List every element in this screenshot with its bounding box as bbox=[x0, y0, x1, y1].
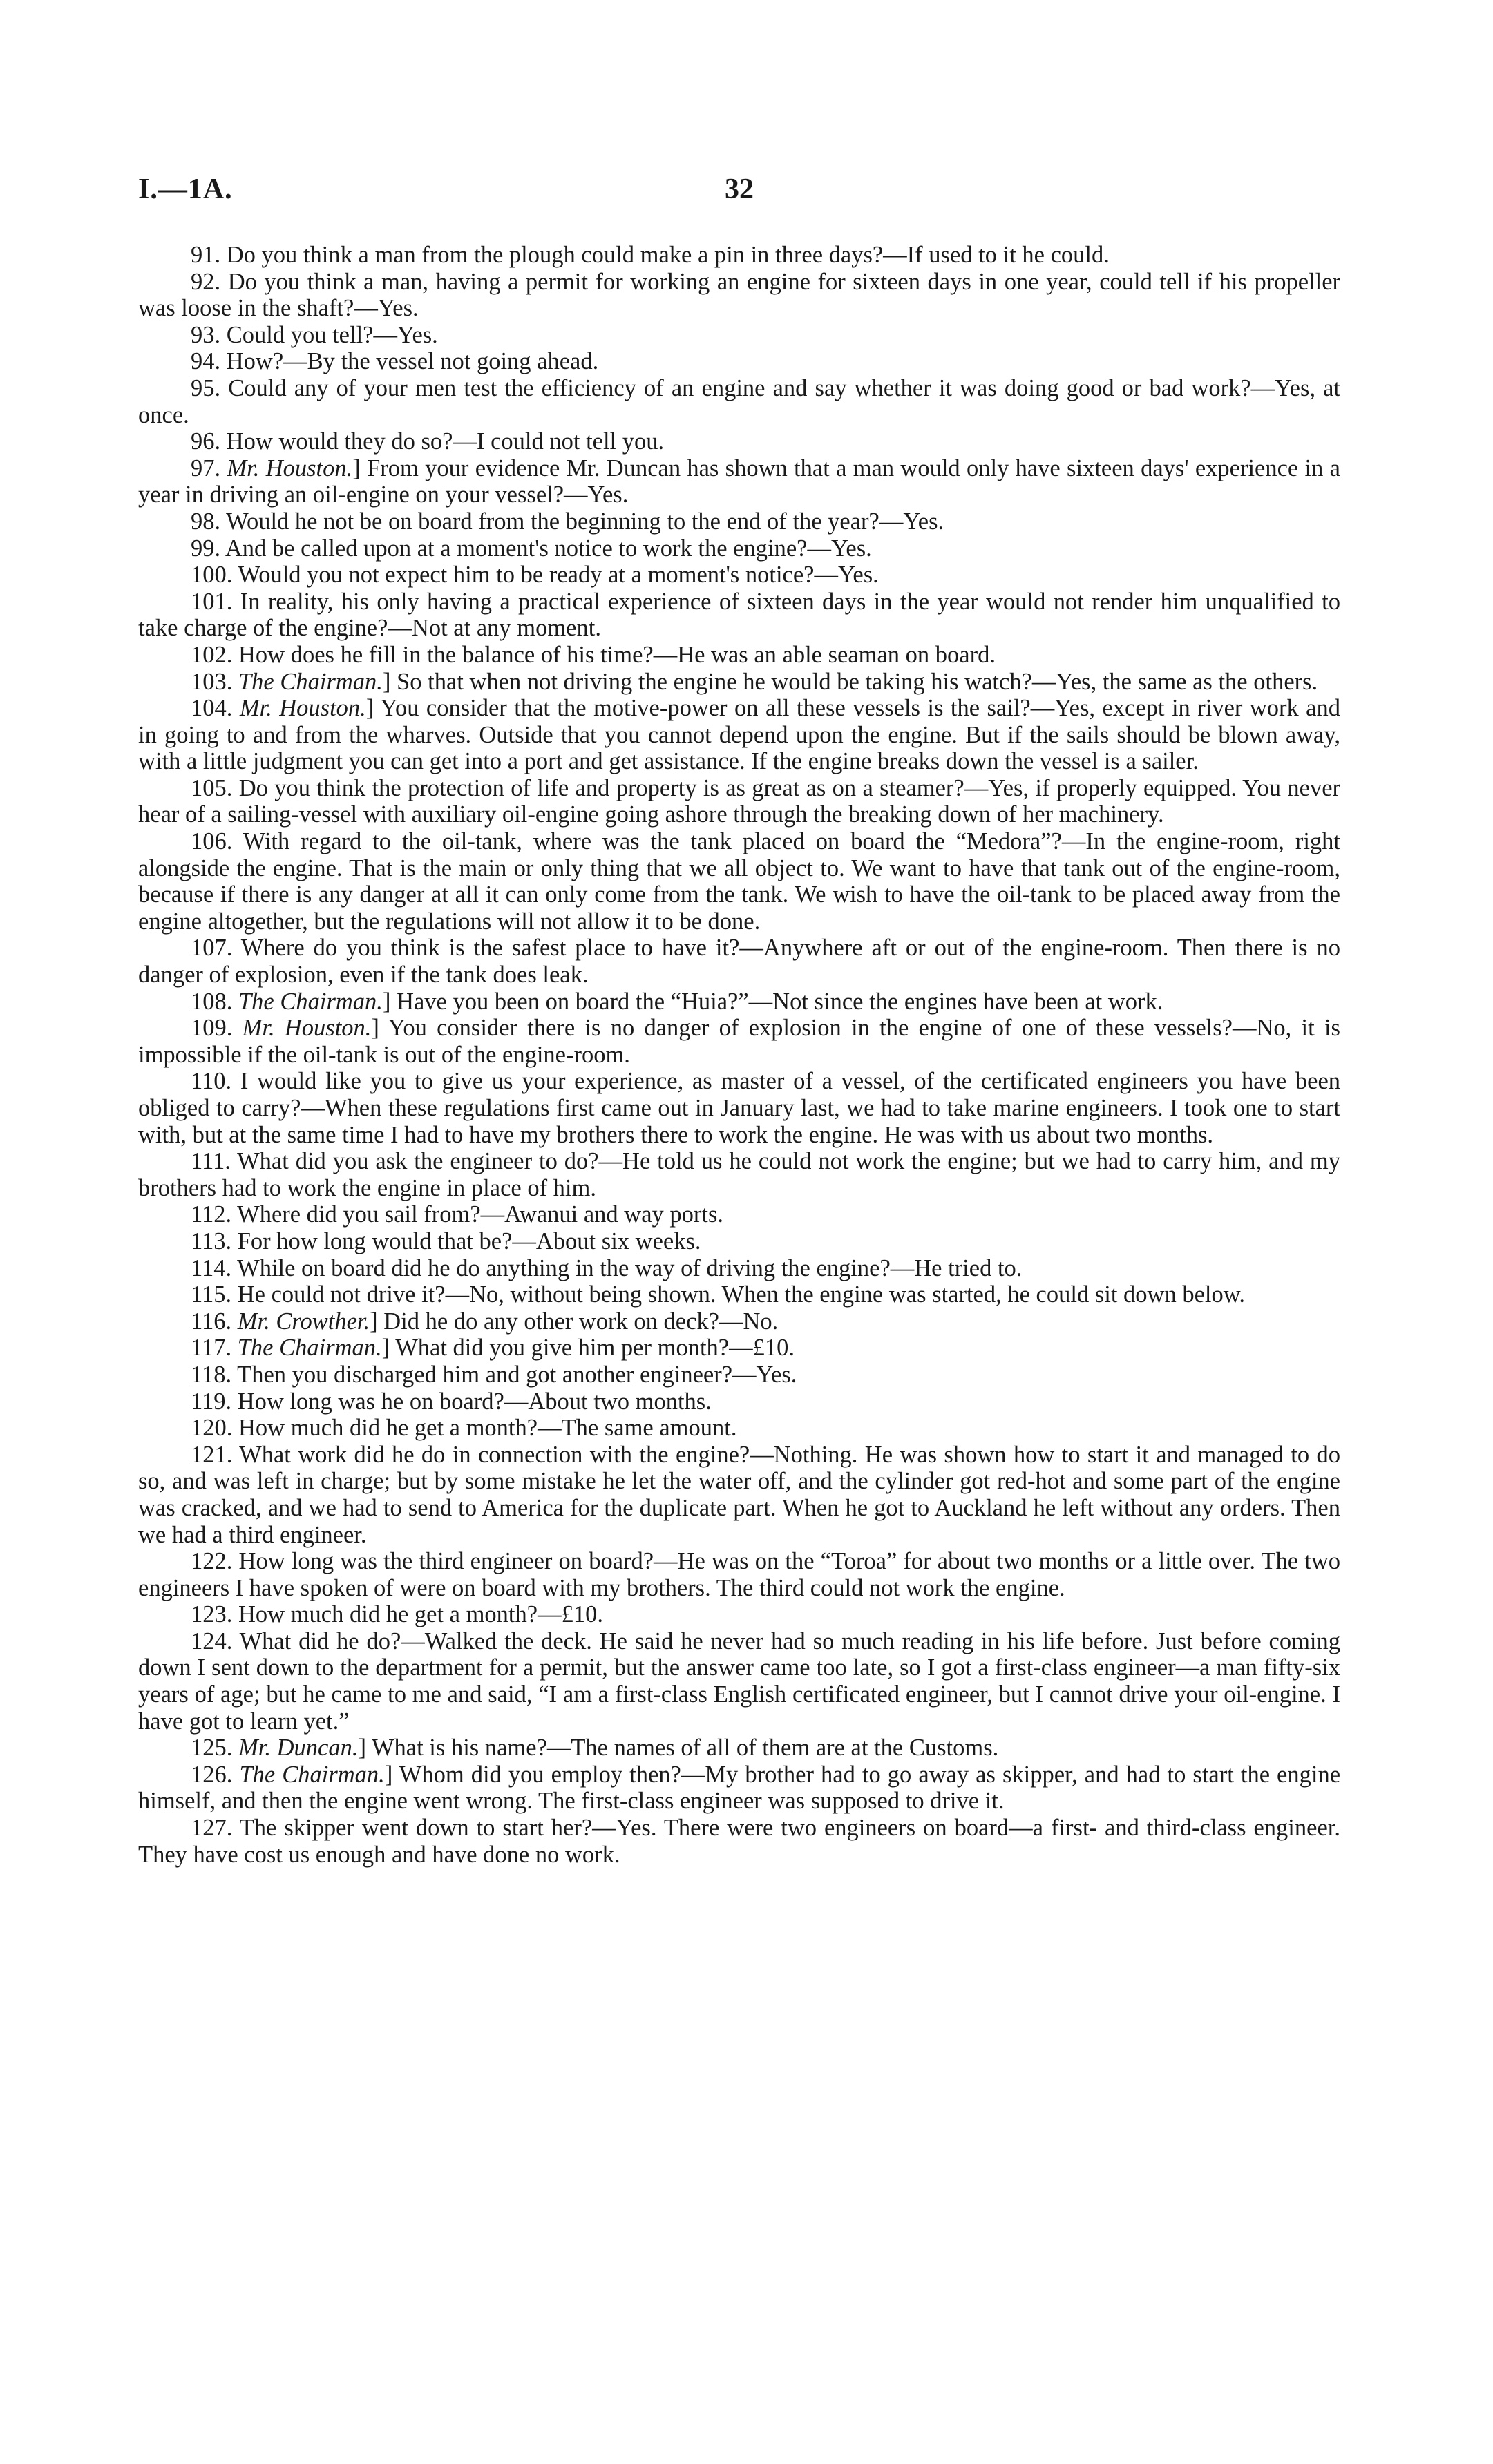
testimony-paragraph bbox=[138, 1335, 1340, 1362]
testimony-paragraph bbox=[138, 642, 1340, 669]
question-number: 91. bbox=[191, 242, 221, 268]
page-number: 32 bbox=[725, 173, 754, 205]
question-answer-text: Could any of your men test the efficiency of an engine and say whether it was doing good or bad work?—Yes, at once. bbox=[138, 374, 1341, 428]
testimony-paragraph bbox=[138, 1308, 1340, 1335]
question-answer-text: Could you tell?—Yes. bbox=[226, 321, 438, 348]
question-answer-text: Where do you think is the safest place to have it?—Anywhere aft or out of the engine-room. Then there is no danger of explosion, even if the tank does leak. bbox=[138, 935, 1340, 989]
speaker-bracket: ] bbox=[371, 1015, 379, 1042]
question-answer-text: In reality, his only having a practical experience of sixteen days in the year would not render him unqualified to take charge of the engine?—Not at any moment. bbox=[138, 588, 1341, 642]
question-answer-text: Do you think a man, having a permit for working an engine for sixteen days in one year, could tell if his propeller was loose in the shaft?—Yes. bbox=[138, 268, 1341, 322]
question-answer-text: Did he do any other work on deck?—No. bbox=[383, 1308, 779, 1335]
testimony-paragraph bbox=[138, 1415, 1340, 1442]
speaker-bracket: ] bbox=[370, 1308, 378, 1335]
testimony-paragraph bbox=[138, 269, 1340, 322]
question-number: 115. bbox=[191, 1281, 232, 1308]
question-answer-text: What did he do?—Walked the deck. He said he never had so much reading in his life before. Just before coming down I sent down to the department for a permit, but the answer came too late, so I got a first-class engineer—a man fifty-six years of age; but he came to me and said, “I am a first-class English certificated engineer, but I cannot drive your oil-engine. I have got to learn yet.” bbox=[138, 1627, 1340, 1735]
speaker-name: Mr. Crowther. bbox=[237, 1308, 370, 1335]
question-number: 107. bbox=[191, 935, 233, 962]
question-answer-text: Would you not expect him to be ready at a moment's notice?—Yes. bbox=[238, 562, 879, 589]
question-number: 101. bbox=[191, 588, 233, 615]
question-answer-text: Would he not be on board from the beginning to the end of the year?—Yes. bbox=[226, 508, 944, 535]
testimony-paragraph bbox=[138, 589, 1340, 642]
question-answer-text: He could not drive it?—No, without being shown. When the engine was started, he could sit down below. bbox=[237, 1281, 1246, 1308]
testimony-paragraph bbox=[138, 1255, 1340, 1282]
testimony-paragraph bbox=[138, 1815, 1340, 1868]
testimony-paragraph bbox=[138, 455, 1340, 508]
question-answer-text: With regard to the oil-tank, where was the tank placed on board the “Medora”?—In the engine-room, right alongside the engine. That is the main or only thing that we all object to. We want to have that tank out of the engine-room, because if there is any danger at all it can only come from the tank. We wish to have the oil-tank to be placed away from the engine altogether, but the regulations will not allow it to be done. bbox=[138, 828, 1340, 935]
testimony-paragraph bbox=[138, 242, 1340, 269]
testimony-paragraph bbox=[138, 1548, 1340, 1601]
question-number: 112. bbox=[191, 1201, 232, 1228]
question-number: 111. bbox=[191, 1148, 231, 1175]
question-number: 125. bbox=[191, 1735, 233, 1761]
testimony-paragraph bbox=[138, 1148, 1340, 1201]
testimony-paragraph bbox=[138, 535, 1340, 562]
question-answer-text: How long was the third engineer on board?—He was on the “Toroa” for about two months or a little over. The two engineers I have spoken of were on board with my brothers. The third could not work the engine. bbox=[138, 1548, 1341, 1601]
question-number: 93. bbox=[191, 321, 221, 348]
question-number: 103. bbox=[191, 668, 233, 695]
testimony-paragraph bbox=[138, 1442, 1340, 1548]
question-number: 95. bbox=[191, 374, 221, 401]
question-number: 94. bbox=[191, 348, 221, 375]
testimony-paragraph bbox=[138, 1735, 1340, 1761]
question-number: 117. bbox=[191, 1335, 232, 1362]
testimony-paragraph bbox=[138, 695, 1340, 775]
question-number: 127. bbox=[191, 1815, 233, 1842]
testimony-paragraph bbox=[138, 1281, 1340, 1308]
question-number: 118. bbox=[191, 1361, 232, 1388]
testimony-paragraph bbox=[138, 322, 1340, 349]
question-answer-text: What did you give him per month?—£10. bbox=[395, 1335, 795, 1362]
speaker-name: Mr. Duncan. bbox=[238, 1735, 359, 1761]
question-number: 99. bbox=[191, 535, 221, 562]
speaker-name: The Chairman. bbox=[237, 1335, 382, 1362]
question-answer-text: Whom did you employ then?—My brother had to go away as skipper, and had to start the engine himself, and then the engine went wrong. The first-class engineer was supposed to drive it. bbox=[138, 1761, 1341, 1815]
question-answer-text: How much did he get a month?—£10. bbox=[238, 1601, 603, 1628]
speaker-name: Mr. Houston. bbox=[227, 455, 353, 481]
question-answer-text: For how long would that be?—About six weeks. bbox=[237, 1228, 701, 1254]
speaker-bracket: ] bbox=[365, 695, 374, 722]
question-answer-text: What did you ask the engineer to do?—He told us he could not work the engine; but we had to carry him, and my brothers had to work the engine in place of him. bbox=[138, 1148, 1340, 1201]
question-number: 104. bbox=[191, 695, 233, 722]
question-answer-text: How?—By the vessel not going ahead. bbox=[226, 348, 599, 375]
question-answer-text: Then you discharged him and got another engineer?—Yes. bbox=[237, 1361, 797, 1388]
question-answer-text: From your evidence Mr. Duncan has shown that a man would only have sixteen days' experience in a year in driving an oil-engine on your vessel?—Yes. bbox=[138, 455, 1340, 508]
question-number: 102. bbox=[191, 641, 233, 668]
question-number: 92. bbox=[191, 268, 221, 295]
question-number: 105. bbox=[191, 774, 233, 801]
question-answer-text: And be called upon at a moment's notice to work the engine?—Yes. bbox=[225, 535, 872, 562]
speaker-bracket: ] bbox=[381, 1335, 390, 1362]
question-number: 106. bbox=[191, 828, 233, 855]
testimony-paragraph bbox=[138, 1388, 1340, 1415]
question-number: 110. bbox=[191, 1068, 232, 1095]
testimony-paragraph bbox=[138, 562, 1340, 589]
question-answer-text: The skipper went down to start her?—Yes. There were two engineers on board—a first- and third-class engineer. They have cost us enough and have done no work. bbox=[138, 1815, 1340, 1868]
question-answer-text: How does he fill in the balance of his time?—He was an able seaman on board. bbox=[238, 641, 996, 668]
question-answer-text: While on board did he do anything in the way of driving the engine?—He tried to. bbox=[237, 1254, 1023, 1281]
testimony-paragraph bbox=[138, 935, 1340, 988]
speaker-bracket: ] bbox=[358, 1735, 366, 1761]
speaker-bracket: ] bbox=[384, 1761, 393, 1788]
page-header bbox=[138, 173, 1340, 214]
question-number: 113. bbox=[191, 1228, 232, 1254]
question-number: 116. bbox=[191, 1308, 232, 1335]
testimony-paragraph bbox=[138, 1228, 1340, 1255]
speaker-name: Mr. Houston. bbox=[239, 695, 366, 722]
question-answer-text: You consider there is no danger of explosion in the engine of one of these vessels?—No, it is impossible if the oil-tank is out of the engine-room. bbox=[138, 1015, 1340, 1068]
question-answer-text: So that when not driving the engine he would be taking his watch?—Yes, the same as the others. bbox=[397, 668, 1318, 695]
testimony-paragraph bbox=[138, 1201, 1340, 1228]
testimony-paragraph bbox=[138, 1628, 1340, 1735]
question-number: 96. bbox=[191, 428, 221, 455]
question-number: 123. bbox=[191, 1601, 233, 1628]
testimony-paragraph bbox=[138, 428, 1340, 455]
question-number: 119. bbox=[191, 1388, 232, 1415]
question-answer-text: Have you been on board the “Huia?”—Not since the engines have been at work. bbox=[397, 988, 1163, 1015]
question-number: 97. bbox=[191, 455, 221, 481]
question-answer-text: Do you think the protection of life and property is as great as on a steamer?—Yes, if properly equipped. You never hear of a sailing-vessel with auxiliary oil-engine going ashore through the breaking down of her machinery. bbox=[138, 774, 1340, 828]
question-number: 121. bbox=[191, 1441, 233, 1468]
testimony-paragraph bbox=[138, 1761, 1340, 1815]
testimony-paragraph bbox=[138, 775, 1340, 828]
question-number: 114. bbox=[191, 1254, 232, 1281]
question-number: 98. bbox=[191, 508, 221, 535]
speaker-name: The Chairman. bbox=[238, 988, 383, 1015]
question-number: 109. bbox=[191, 1015, 233, 1042]
question-answer-text: How long was he on board?—About two months. bbox=[237, 1388, 712, 1415]
testimony-paragraph bbox=[138, 1362, 1340, 1388]
question-answer-text: How much did he get a month?—The same amount. bbox=[238, 1415, 737, 1442]
question-number: 126. bbox=[191, 1761, 233, 1788]
speaker-name: The Chairman. bbox=[239, 1761, 385, 1788]
question-answer-text: I would like you to give us your experience, as master of a vessel, of the certificated engineers you have been obliged to carry?—When these regulations first came out in January last, we had to take marine engineers. I took one to start with, but at the same time I had to have my brothers there to work the engine. He was with us about two months. bbox=[138, 1068, 1341, 1148]
speaker-bracket: ] bbox=[352, 455, 361, 481]
speaker-name: The Chairman. bbox=[238, 668, 383, 695]
question-number: 124. bbox=[191, 1627, 233, 1654]
testimony-paragraph bbox=[138, 1015, 1340, 1068]
question-answer-text: How would they do so?—I could not tell you. bbox=[226, 428, 665, 455]
question-answer-text: What is his name?—The names of all of them are at the Customs. bbox=[371, 1735, 999, 1761]
question-number: 100. bbox=[191, 562, 233, 589]
speaker-bracket: ] bbox=[382, 668, 391, 695]
testimony-paragraph bbox=[138, 375, 1340, 428]
document-reference: I.—1A. bbox=[138, 173, 233, 205]
question-number: 122. bbox=[191, 1548, 233, 1575]
testimony-paragraph bbox=[138, 989, 1340, 1015]
speaker-bracket: ] bbox=[382, 988, 391, 1015]
question-answer-text: You consider that the motive-power on all these vessels is the sail?—Yes, except in river work and in going to and from the wharves. Outside that you cannot depend upon the engine. But if the sails should be blown away, with a little judgment you can get into a port and get assistance. If the engine breaks down the vessel is a sailer. bbox=[138, 695, 1340, 775]
testimony-paragraph bbox=[138, 1068, 1340, 1148]
question-answer-text: What work did he do in connection with the engine?—Nothing. He was shown how to start it and managed to do so, and was left in charge; but by some mistake he let the water off, and the cylinder got red-hot and some part of the engine was cracked, and we had to send to America for the duplicate part. When he got to Auckland he left without any orders. Then we had a third engineer. bbox=[138, 1441, 1340, 1548]
question-answer-text: Do you think a man from the plough could make a pin in three days?—If used to it he could. bbox=[226, 242, 1110, 268]
question-answer-text: Where did you sail from?—Awanui and way ports. bbox=[237, 1201, 724, 1228]
testimony-text bbox=[138, 242, 1340, 1868]
testimony-paragraph bbox=[138, 669, 1340, 696]
testimony-paragraph bbox=[138, 828, 1340, 935]
testimony-paragraph bbox=[138, 1601, 1340, 1628]
question-number: 120. bbox=[191, 1415, 233, 1442]
speaker-name: Mr. Houston. bbox=[242, 1015, 372, 1042]
testimony-paragraph bbox=[138, 508, 1340, 535]
question-number: 108. bbox=[191, 988, 233, 1015]
testimony-paragraph bbox=[138, 348, 1340, 375]
